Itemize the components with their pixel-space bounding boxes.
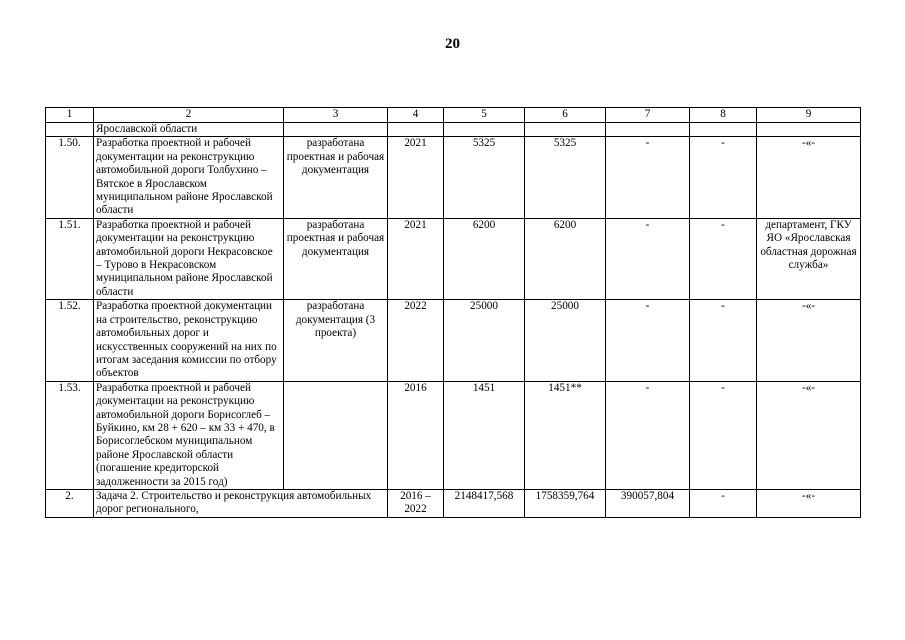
row-responsible: -«- (757, 381, 861, 489)
row-col8: - (690, 218, 757, 299)
column-header: 9 (757, 108, 861, 123)
row-col7: - (606, 137, 690, 218)
row-result: разработана проектная и рабочая документация (284, 137, 388, 218)
row-number (46, 123, 94, 137)
column-header: 7 (606, 108, 690, 123)
row-col8: - (690, 381, 757, 489)
task-col5: 2148417,568 (444, 489, 525, 517)
row-responsible: департамент, ГКУ ЯО «Ярославская областная дорожная служба» (757, 218, 861, 299)
row-description: Разработка проектной документации на строительство, реконструкцию автомобильных дорог и искусственных сооружений на них по итогам заседания комиссии по отбору объектов (94, 300, 284, 381)
page-number: 20 (445, 36, 460, 52)
row-result (284, 123, 388, 137)
row-number: 1.53. (46, 381, 94, 489)
table-row (46, 218, 861, 299)
column-header: 1 (46, 108, 94, 123)
row-col7: - (606, 300, 690, 381)
row-col8 (690, 123, 757, 137)
row-responsible: -«- (757, 137, 861, 218)
row-result: разработана документация (3 проекта) (284, 300, 388, 381)
column-header: 4 (388, 108, 444, 123)
row-col5: 1451 (444, 381, 525, 489)
task-number: 2. (46, 489, 94, 517)
row-col6: 1451** (525, 381, 606, 489)
row-number: 1.51. (46, 218, 94, 299)
row-col8: - (690, 300, 757, 381)
row-description: Ярославской области (94, 123, 284, 137)
column-header: 6 (525, 108, 606, 123)
row-responsible: -«- (757, 300, 861, 381)
row-col5: 25000 (444, 300, 525, 381)
row-number: 1.50. (46, 137, 94, 218)
row-col7: - (606, 218, 690, 299)
row-description: Разработка проектной и рабочей документации на реконструкцию автомобильной дороги Борисоглеб – Буйкино, км 28 + 620 – км 33 + 470, в Борисоглебском муниципальном районе Ярославской области (погашение кредиторской задолженности за 2015 год) (94, 381, 284, 489)
row-col6: 5325 (525, 137, 606, 218)
row-year (388, 123, 444, 137)
column-header: 3 (284, 108, 388, 123)
row-col7 (606, 123, 690, 137)
row-col5: 6200 (444, 218, 525, 299)
row-result (284, 381, 388, 489)
row-description: Разработка проектной и рабочей документации на реконструкцию автомобильной дороги Некрасовское – Турово в Некрасовском муниципальном районе Ярославской области (94, 218, 284, 299)
row-col6: 25000 (525, 300, 606, 381)
row-number: 1.52. (46, 300, 94, 381)
row-col7: - (606, 381, 690, 489)
row-responsible (757, 123, 861, 137)
task-col7: 390057,804 (606, 489, 690, 517)
row-description: Разработка проектной и рабочей документации на реконструкцию автомобильной дороги Толбухино – Вятское в Ярославском муниципальном районе Ярославской области (94, 137, 284, 218)
row-col6: 6200 (525, 218, 606, 299)
table-row (46, 300, 861, 381)
column-header: 8 (690, 108, 757, 123)
table-row (46, 137, 861, 218)
row-year: 2016 (388, 381, 444, 489)
program-table (45, 107, 861, 518)
column-number-row (46, 108, 861, 123)
row-year: 2021 (388, 137, 444, 218)
row-col5 (444, 123, 525, 137)
task-responsible: -«- (757, 489, 861, 517)
task-col6: 1758359,764 (525, 489, 606, 517)
row-col5: 5325 (444, 137, 525, 218)
task-row (46, 489, 861, 517)
row-year: 2021 (388, 218, 444, 299)
row-col6 (525, 123, 606, 137)
table-row (46, 381, 861, 489)
row-result: разработана проектная и рабочая документация (284, 218, 388, 299)
row-col8: - (690, 137, 757, 218)
row-year: 2022 (388, 300, 444, 381)
task-description: Задача 2. Строительство и реконструкция автомобильных дорог регионального, (94, 489, 388, 517)
task-years: 2016 – 2022 (388, 489, 444, 517)
task-col8: - (690, 489, 757, 517)
column-header: 2 (94, 108, 284, 123)
column-header: 5 (444, 108, 525, 123)
table-row (46, 123, 861, 137)
